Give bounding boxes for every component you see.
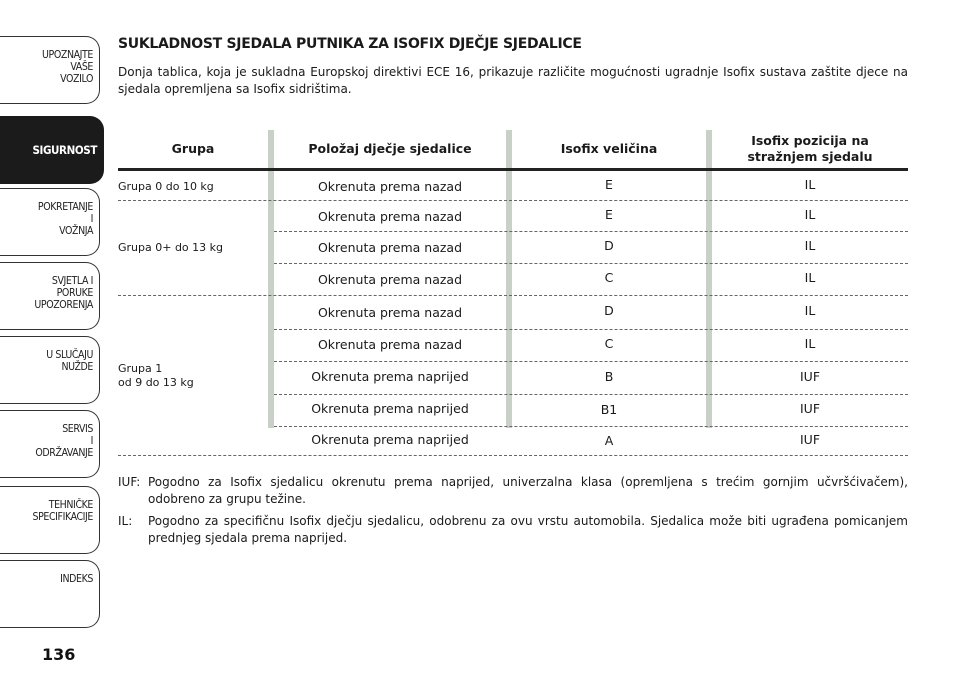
chapter-sidebar [0, 0, 104, 677]
cell-position: Okrenuta prema nazad [317, 240, 463, 255]
cell-position: Okrenuta prema nazad [317, 179, 463, 194]
note-key: IUF: [118, 475, 141, 489]
note-key: IL: [118, 514, 133, 528]
tab-svjetla-i-poruke[interactable]: SVJETLA I PORUKE UPOZORENJA [0, 262, 100, 330]
row-divider [118, 200, 908, 201]
cell-size: C [604, 270, 614, 285]
cell-isofix: IL [804, 336, 816, 351]
header-grupa: Grupa [171, 141, 215, 156]
note-il [118, 513, 908, 547]
header-polozaj: Položaj dječje sjedalice [308, 141, 472, 156]
row-divider [274, 263, 908, 264]
cell-isofix: IL [804, 303, 816, 318]
cell-isofix: IL [804, 270, 816, 285]
cell-size: B [604, 369, 614, 384]
row-divider [274, 231, 908, 232]
tab-indeks[interactable]: INDEKS [0, 560, 100, 628]
section-heading: SUKLADNOST SJEDALA PUTNIKA ZA ISOFIX DJEČJE SJEDALICE [118, 36, 582, 52]
row-divider [274, 426, 908, 427]
cell-position: Okrenuta prema nazad [317, 337, 463, 352]
row-divider [118, 455, 908, 456]
isofix-compatibility-table [118, 130, 908, 456]
note-iuf [118, 474, 908, 508]
row-divider [118, 295, 908, 296]
intro-paragraph: Donja tablica, koja je sukladna Europskoj direktivi ECE 16, prikazuje različite mogućnosti ugradnje Isofix sustava zaštite djece na sjedala opremljena sa Isofix sidrištima. [118, 65, 908, 96]
header-velicina: Isofix veličina [560, 141, 658, 156]
header-rule [118, 168, 908, 171]
cell-isofix: IUF [799, 369, 821, 384]
cell-size: D [604, 303, 614, 318]
row-divider [274, 361, 908, 362]
notes [118, 474, 908, 552]
cell-size: A [604, 433, 614, 448]
note-text: Pogodno za Isofix sjedalicu okrenutu prema naprijed, univerzalna klasa (opremljena s trećim gornjim učvršćivačem), odobreno za grupu težine. [148, 475, 908, 506]
cell-isofix: IL [804, 238, 816, 253]
header-pozicija: Isofix pozicija na stražnjem sjedalu [747, 133, 873, 164]
tab-pokretanje-i-voznja[interactable]: POKRETANJE I VOŽNJA [0, 188, 100, 256]
column-divider [706, 130, 712, 428]
page-number: 136 [42, 645, 76, 664]
cell-isofix: IL [804, 207, 816, 222]
cell-position: Okrenuta prema nazad [317, 209, 463, 224]
cell-size: E [605, 207, 613, 222]
tab-upoznajte-vase-vozilo[interactable]: UPOZNAJTE VAŠE VOZILO [0, 36, 100, 104]
cell-position: Okrenuta prema nazad [317, 272, 463, 287]
cell-isofix: IL [804, 177, 816, 192]
tab-tehnicke-specifikacije[interactable]: TEHNIČKE SPECIFIKACIJE [0, 486, 100, 554]
cell-size: C [604, 336, 614, 351]
cell-position: Okrenuta prema naprijed [311, 369, 469, 384]
tab-u-slucaju-nuzde[interactable]: U SLUČAJU NUŽDE [0, 336, 100, 404]
cell-position: Okrenuta prema naprijed [311, 401, 469, 416]
cell-isofix: IUF [799, 432, 821, 447]
group-label: Grupa 0+ do 13 kg [118, 241, 224, 254]
cell-position: Okrenuta prema naprijed [311, 432, 469, 447]
tab-servis-i-odrzavanje[interactable]: SERVIS I ODRŽAVANJE [0, 410, 100, 478]
row-divider [274, 394, 908, 395]
cell-position: Okrenuta prema nazad [317, 305, 463, 320]
cell-size: D [604, 238, 614, 253]
tab-sigurnost[interactable]: SIGURNOST [0, 116, 104, 184]
note-text: Pogodno za specifičnu Isofix dječju sjedalicu, odobrenu za ovu vrstu automobila. Sjedalica može biti ugrađena pomicanjem prednjeg sjedala prema naprijed. [148, 514, 908, 545]
cell-size: E [605, 177, 613, 192]
row-divider [274, 329, 908, 330]
group-label: Grupa 0 do 10 kg [118, 180, 214, 193]
section-intro [118, 36, 908, 98]
group-label: Grupa 1 od 9 do 13 kg [118, 362, 194, 389]
cell-size: B1 [600, 402, 618, 417]
cell-isofix: IUF [799, 401, 821, 416]
